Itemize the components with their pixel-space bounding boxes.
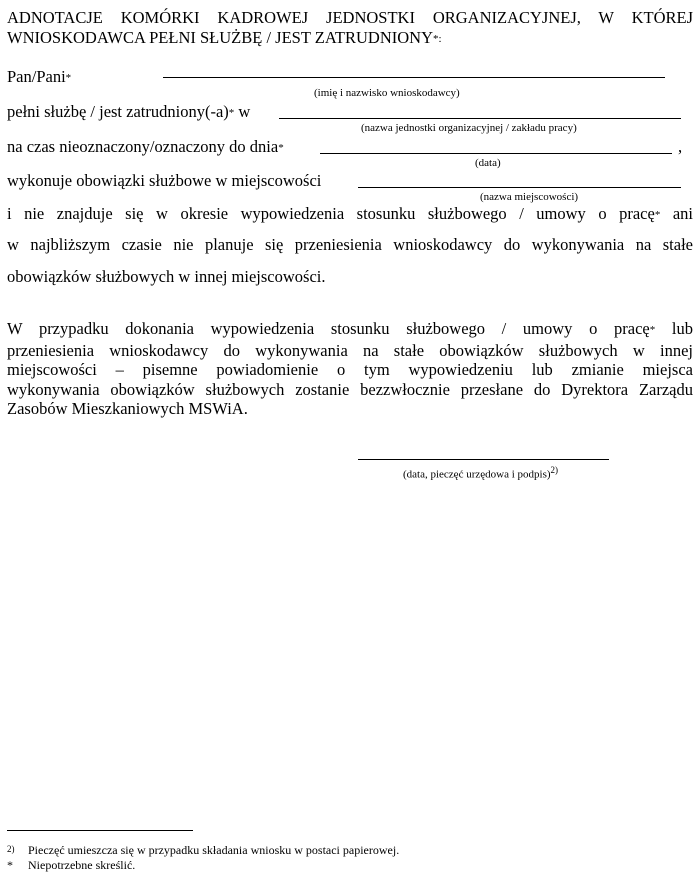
heading-line-2: WNIOSKODAWCA PEŁNI SŁUŻBĘ / JEST ZATRUDNIONY*: [7, 28, 442, 47]
city-field-line[interactable] [358, 187, 681, 188]
footnote-separator [7, 830, 193, 831]
notice-line-4: wykonywania obowiązków służbowych zostanie bezzwłocznie przesłane do Dyrektora Zarządu [7, 379, 693, 399]
statement-line-2: w najbliższym czasie nie planuje się przeniesienia wnioskodawcy do wykonywania na stałe [7, 235, 693, 254]
signature-hint: (data, pieczęć urzędowa i podpis)$^{2)}$ [403, 465, 559, 481]
heading-line-1: ADNOTACJE KOMÓRKI KADROWEJ JEDNOSTKI ORGANIZACYJNEJ, W KTÓREJ [7, 8, 693, 27]
notice-line-2: przeniesienia wnioskodawcy do wykonywania na stałe obowiązków służbowych w innej [7, 340, 693, 360]
statement-line-1: i nie znajduje się w okresie wypowiedzenia stosunku służbowego / umowy o pracę* ani [7, 204, 693, 223]
asterisk-mark: *: [433, 33, 442, 45]
statement-line-3: obowiązków służbowych w innej miejscowości. [7, 267, 326, 286]
unit-field-line[interactable] [279, 118, 681, 119]
city-field-hint: (nazwa miejscowości) [480, 191, 579, 203]
notice-line-1: W przypadku dokonania wypowiedzenia stosunku służbowego / umowy o pracę* lub [7, 319, 693, 338]
field-label-unit: pełni służbę / jest zatrudniony(-a)* w [7, 102, 251, 121]
notice-line-3: miejscowości – pisemne powiadomienie o tym wypowiedzeniu lub zmianie miejsca [7, 360, 693, 379]
notice-paragraph [7, 319, 693, 419]
name-field-line[interactable] [163, 77, 665, 78]
field-label-date: na czas nieoznaczony/oznaczony do dnia* [7, 137, 284, 156]
name-field-hint: (imię i nazwisko wnioskodawcy) [314, 87, 460, 99]
footnote-1-text: Pieczęć umieszcza się w przypadku składania wniosku w postaci papierowej. [28, 843, 400, 857]
footnote-2-text: Niepotrzebne skreślić. [28, 858, 136, 872]
footnote-2-mark: * [7, 858, 13, 872]
field-label-city: wykonuje obowiązki służbowe w miejscowości [7, 171, 322, 190]
footnote-1-mark: 2) [7, 844, 15, 854]
date-field-hint: (data) [475, 157, 501, 169]
field-label-name: Pan/Pani* [7, 67, 72, 86]
signature-line[interactable] [358, 459, 609, 460]
date-field-comma: , [678, 137, 683, 156]
notice-line-5: Zasobów Mieszkaniowych MSWiA. [7, 399, 248, 418]
unit-field-hint: (nazwa jednostki organizacyjnej / zakładu pracy) [361, 122, 577, 134]
date-field-line[interactable] [320, 153, 672, 154]
